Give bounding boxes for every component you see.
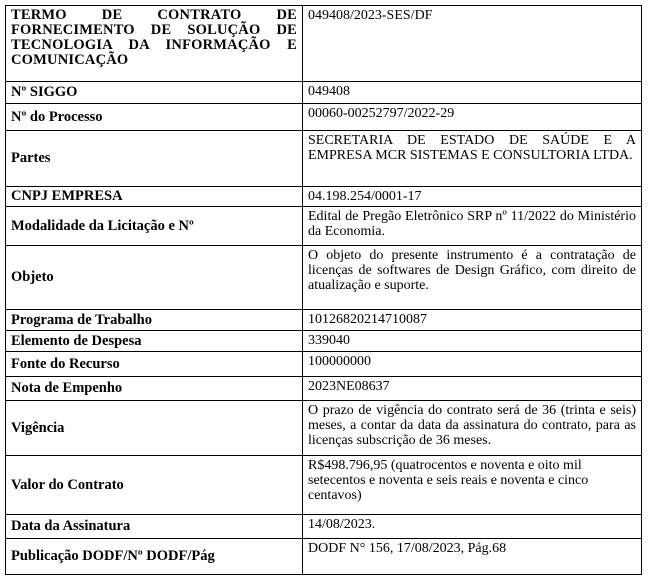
row-label-commitment-note: Nota de Empenho <box>6 377 303 401</box>
row-label-work-program: Programa de Trabalho <box>6 310 303 331</box>
table-row-work-program <box>6 310 642 331</box>
row-value-cnpj: 04.198.254/0001-17 <box>303 187 642 207</box>
row-value-validity: O prazo de vigência do contrato será de 36 (trinta e seis) meses, a contar da data da assinatura do contrato, para as licenças subscrição de 36 meses. <box>303 401 642 456</box>
table-row-expense-element <box>6 331 642 352</box>
row-label-object: Objeto <box>6 246 303 310</box>
table-row-funding-source <box>6 352 642 377</box>
row-label-funding-source: Fonte do Recurso <box>6 352 303 377</box>
row-label-siggo: Nº SIGGO <box>6 82 303 104</box>
table-row-validity <box>6 401 642 456</box>
contract-summary-document <box>5 5 642 575</box>
row-label-cnpj: CNPJ EMPRESA <box>6 187 303 207</box>
table-row-process-number <box>6 104 642 131</box>
table-row-bidding-modality <box>6 207 642 246</box>
row-label-bidding-modality: Modalidade da Licitação e Nº <box>6 207 303 246</box>
row-value-process-number: 00060-00252797/2022-29 <box>303 104 642 131</box>
row-value-object: O objeto do presente instrumento é a contratação de licenças de softwares de Design Gráfico, com direito de atualização e suporte. <box>303 246 642 310</box>
row-label-process-number: Nº do Processo <box>6 104 303 131</box>
row-value-expense-element: 339040 <box>303 331 642 352</box>
row-label-publication: Publicação DODF/Nº DODF/Pág <box>6 539 303 575</box>
table-row-contract-term <box>6 6 642 82</box>
row-label-signature-date: Data da Assinatura <box>6 515 303 539</box>
contract-summary-table <box>5 5 642 575</box>
table-row-signature-date <box>6 515 642 539</box>
row-value-siggo: 049408 <box>303 82 642 104</box>
row-label-expense-element: Elemento de Despesa <box>6 331 303 352</box>
row-value-contract-value: R$498.796,95 (quatrocentos e noventa e oito mil setecentos e noventa e seis reais e noventa e cinco centavos) <box>303 456 642 515</box>
table-row-siggo <box>6 82 642 104</box>
table-row-commitment-note <box>6 377 642 401</box>
row-label-parties: Partes <box>6 131 303 187</box>
row-label-validity: Vigência <box>6 401 303 456</box>
row-value-funding-source: 100000000 <box>303 352 642 377</box>
table-row-object <box>6 246 642 310</box>
row-value-work-program: 10126820214710087 <box>303 310 642 331</box>
table-row-parties <box>6 131 642 187</box>
table-row-cnpj <box>6 187 642 207</box>
row-label-contract-term: TERMO DE CONTRATO DE FORNECIMENTO DE SOLUÇÃO DE TECNOLOGIA DA INFORMAÇÃO E COMUNICAÇÃO <box>6 6 303 82</box>
row-value-signature-date: 14/08/2023. <box>303 515 642 539</box>
row-value-parties: SECRETARIA DE ESTADO DE SAÚDE E A EMPRESA MCR SISTEMAS E CONSULTORIA LTDA. <box>303 131 642 187</box>
table-row-contract-value <box>6 456 642 515</box>
table-row-publication <box>6 539 642 575</box>
row-value-commitment-note: 2023NE08637 <box>303 377 642 401</box>
row-value-bidding-modality: Edital de Pregão Eletrônico SRP nº 11/2022 do Ministério da Economia. <box>303 207 642 246</box>
row-value-publication: DODF N° 156, 17/08/2023, Pág.68 <box>303 539 642 575</box>
row-value-contract-number: 049408/2023-SES/DF <box>303 6 642 82</box>
row-label-contract-value: Valor do Contrato <box>6 456 303 515</box>
